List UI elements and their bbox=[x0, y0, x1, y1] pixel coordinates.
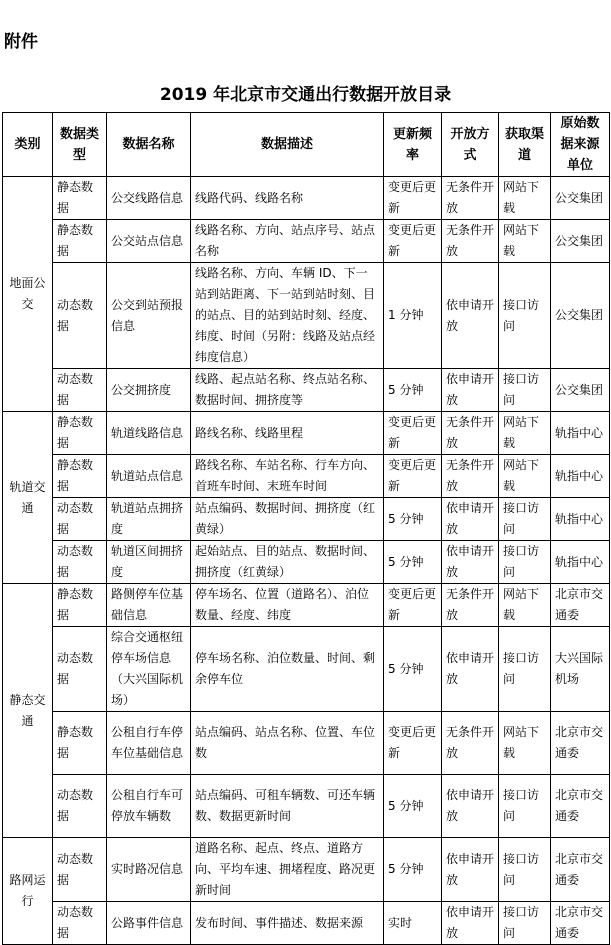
access-channel-cell: 接口访问 bbox=[499, 541, 551, 584]
access-channel-cell: 网站下载 bbox=[499, 712, 551, 775]
open-mode-cell: 依申请开放 bbox=[442, 627, 499, 712]
update-frequency-cell: 变更后更新 bbox=[384, 177, 442, 220]
update-frequency-cell: 5 分钟 bbox=[384, 541, 442, 584]
access-channel-cell: 接口访问 bbox=[499, 902, 551, 945]
header-open-mode: 开放方式 bbox=[442, 113, 499, 177]
table-row bbox=[3, 220, 610, 263]
category-cell: 轨道交通 bbox=[3, 412, 53, 584]
data-type-cell: 动态数据 bbox=[53, 369, 107, 412]
table-row bbox=[3, 455, 610, 498]
access-channel-cell: 接口访问 bbox=[499, 838, 551, 902]
access-channel-cell: 网站下载 bbox=[499, 455, 551, 498]
data-type-cell: 动态数据 bbox=[53, 263, 107, 369]
update-frequency-cell: 5 分钟 bbox=[384, 775, 442, 838]
data-name-cell: 轨道站点拥挤度 bbox=[107, 498, 191, 541]
header-data-type: 数据类型 bbox=[53, 113, 107, 177]
update-frequency-cell: 1 分钟 bbox=[384, 263, 442, 369]
source-unit-cell: 北京市交通委 bbox=[551, 838, 610, 902]
data-type-cell: 动态数据 bbox=[53, 541, 107, 584]
data-type-cell: 静态数据 bbox=[53, 584, 107, 627]
data-description-cell: 线路代码、线路名称 bbox=[191, 177, 384, 220]
header-category: 类别 bbox=[3, 113, 53, 177]
update-frequency-cell: 变更后更新 bbox=[384, 584, 442, 627]
access-channel-cell: 网站下载 bbox=[499, 220, 551, 263]
data-description-cell: 线路、起点站名称、终点站名称、数据时间、拥挤度等 bbox=[191, 369, 384, 412]
access-channel-cell: 接口访问 bbox=[499, 369, 551, 412]
data-name-cell: 公租自行车可停放车辆数 bbox=[107, 775, 191, 838]
data-description-cell: 发布时间、事件描述、数据来源 bbox=[191, 902, 384, 945]
open-mode-cell: 无条件开放 bbox=[442, 412, 499, 455]
category-cell: 地面公交 bbox=[3, 177, 53, 412]
data-name-cell: 轨道线路信息 bbox=[107, 412, 191, 455]
data-name-cell: 公租自行车停车位基础信息 bbox=[107, 712, 191, 775]
data-name-cell: 路侧停车位基础信息 bbox=[107, 584, 191, 627]
update-frequency-cell: 变更后更新 bbox=[384, 712, 442, 775]
access-channel-cell: 网站下载 bbox=[499, 412, 551, 455]
data-type-cell: 动态数据 bbox=[53, 627, 107, 712]
data-name-cell: 公交到站预报信息 bbox=[107, 263, 191, 369]
table-row bbox=[3, 584, 610, 627]
data-name-cell: 公交拥挤度 bbox=[107, 369, 191, 412]
source-unit-cell: 北京市交通委 bbox=[551, 775, 610, 838]
table-row bbox=[3, 627, 610, 712]
data-type-cell: 静态数据 bbox=[53, 177, 107, 220]
open-mode-cell: 依申请开放 bbox=[442, 498, 499, 541]
data-name-cell: 公交站点信息 bbox=[107, 220, 191, 263]
open-mode-cell: 无条件开放 bbox=[442, 712, 499, 775]
open-mode-cell: 无条件开放 bbox=[442, 584, 499, 627]
source-unit-cell: 北京市交通委 bbox=[551, 712, 610, 775]
update-frequency-cell: 变更后更新 bbox=[384, 455, 442, 498]
table-row bbox=[3, 712, 610, 775]
data-description-cell: 线路名称、方向、站点序号、站点名称 bbox=[191, 220, 384, 263]
data-description-cell: 站点编码、数据时间、拥挤度（红黄绿） bbox=[191, 498, 384, 541]
data-description-cell: 站点编码、可租车辆数、可还车辆数、数据更新时间 bbox=[191, 775, 384, 838]
update-frequency-cell: 5 分钟 bbox=[384, 627, 442, 712]
table-row bbox=[3, 498, 610, 541]
source-unit-cell: 北京市交通委 bbox=[551, 584, 610, 627]
data-name-cell: 公路事件信息 bbox=[107, 902, 191, 945]
access-channel-cell: 网站下载 bbox=[499, 177, 551, 220]
data-description-cell: 停车场名称、泊位数量、时间、剩余停车位 bbox=[191, 627, 384, 712]
update-frequency-cell: 变更后更新 bbox=[384, 412, 442, 455]
source-unit-cell: 公交集团 bbox=[551, 263, 610, 369]
data-type-cell: 动态数据 bbox=[53, 775, 107, 838]
category-cell: 路网运行 bbox=[3, 838, 53, 945]
open-mode-cell: 无条件开放 bbox=[442, 177, 499, 220]
source-unit-cell: 北京市交通委 bbox=[551, 902, 610, 945]
data-description-cell: 停车场名、位置（道路名）、泊位数量、经度、纬度 bbox=[191, 584, 384, 627]
access-channel-cell: 网站下载 bbox=[499, 584, 551, 627]
update-frequency-cell: 5 分钟 bbox=[384, 498, 442, 541]
table-header-row bbox=[3, 113, 610, 177]
data-type-cell: 静态数据 bbox=[53, 220, 107, 263]
source-unit-cell: 轨指中心 bbox=[551, 455, 610, 498]
table-row bbox=[3, 177, 610, 220]
data-name-cell: 公交线路信息 bbox=[107, 177, 191, 220]
data-type-cell: 静态数据 bbox=[53, 455, 107, 498]
update-frequency-cell: 5 分钟 bbox=[384, 369, 442, 412]
data-type-cell: 动态数据 bbox=[53, 838, 107, 902]
update-frequency-cell: 变更后更新 bbox=[384, 220, 442, 263]
data-name-cell: 轨道站点信息 bbox=[107, 455, 191, 498]
table-row bbox=[3, 369, 610, 412]
source-unit-cell: 轨指中心 bbox=[551, 498, 610, 541]
data-catalog-table bbox=[2, 112, 610, 945]
access-channel-cell: 接口访问 bbox=[499, 498, 551, 541]
open-mode-cell: 无条件开放 bbox=[442, 220, 499, 263]
data-description-cell: 道路名称、起点、终点、道路方向、平均车速、拥堵程度、路况更新时间 bbox=[191, 838, 384, 902]
table-row bbox=[3, 541, 610, 584]
data-description-cell: 站点编码、站点名称、位置、车位数 bbox=[191, 712, 384, 775]
table-row bbox=[3, 775, 610, 838]
source-unit-cell: 公交集团 bbox=[551, 369, 610, 412]
data-type-cell: 动态数据 bbox=[53, 498, 107, 541]
table-row bbox=[3, 263, 610, 369]
data-description-cell: 路线名称、车站名称、行车方向、首班车时间、末班车时间 bbox=[191, 455, 384, 498]
table-row bbox=[3, 838, 610, 902]
update-frequency-cell: 实时 bbox=[384, 902, 442, 945]
table-row bbox=[3, 902, 610, 945]
source-unit-cell: 大兴国际机场 bbox=[551, 627, 610, 712]
open-mode-cell: 依申请开放 bbox=[442, 902, 499, 945]
data-description-cell: 起始站点、目的站点、数据时间、拥挤度（红黄绿） bbox=[191, 541, 384, 584]
header-access-channel: 获取渠道 bbox=[499, 113, 551, 177]
data-description-cell: 路线名称、线路里程 bbox=[191, 412, 384, 455]
update-frequency-cell: 5 分钟 bbox=[384, 838, 442, 902]
source-unit-cell: 公交集团 bbox=[551, 220, 610, 263]
header-update-frequency: 更新频率 bbox=[384, 113, 442, 177]
open-mode-cell: 依申请开放 bbox=[442, 838, 499, 902]
data-name-cell: 轨道区间拥挤度 bbox=[107, 541, 191, 584]
table-row bbox=[3, 412, 610, 455]
open-mode-cell: 依申请开放 bbox=[442, 541, 499, 584]
open-mode-cell: 依申请开放 bbox=[442, 775, 499, 838]
table-body bbox=[3, 177, 610, 945]
data-type-cell: 静态数据 bbox=[53, 712, 107, 775]
open-mode-cell: 依申请开放 bbox=[442, 263, 499, 369]
attachment-label: 附件 bbox=[4, 32, 38, 52]
data-name-cell: 综合交通枢纽停车场信息（大兴国际机场） bbox=[107, 627, 191, 712]
data-name-cell: 实时路况信息 bbox=[107, 838, 191, 902]
header-data-name: 数据名称 bbox=[107, 113, 191, 177]
source-unit-cell: 轨指中心 bbox=[551, 541, 610, 584]
data-description-cell: 线路名称、方向、车辆 ID、下一站到站距离、下一站到站时刻、目的站点、目的站到站时刻、经度、纬度、时间（另附：线路及站点经纬度信息） bbox=[191, 263, 384, 369]
header-source-unit: 原始数据来源单位 bbox=[551, 113, 610, 177]
data-type-cell: 静态数据 bbox=[53, 412, 107, 455]
document-title: 2019 年北京市交通出行数据开放目录 bbox=[159, 85, 452, 105]
access-channel-cell: 接口访问 bbox=[499, 627, 551, 712]
source-unit-cell: 轨指中心 bbox=[551, 412, 610, 455]
data-type-cell: 动态数据 bbox=[53, 902, 107, 945]
open-mode-cell: 依申请开放 bbox=[442, 369, 499, 412]
category-cell: 静态交通 bbox=[3, 584, 53, 838]
open-mode-cell: 无条件开放 bbox=[442, 455, 499, 498]
header-data-description: 数据描述 bbox=[191, 113, 384, 177]
source-unit-cell: 公交集团 bbox=[551, 177, 610, 220]
access-channel-cell: 接口访问 bbox=[499, 263, 551, 369]
access-channel-cell: 接口访问 bbox=[499, 775, 551, 838]
